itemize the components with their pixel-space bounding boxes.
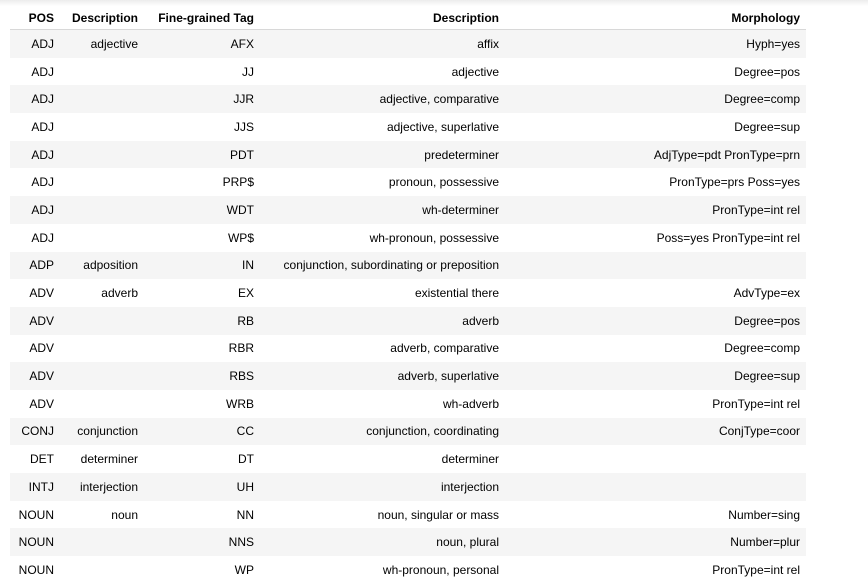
cell-morphology: AdjType=pdt PronType=prn [505, 141, 806, 169]
cell-fine-grained-tag: WP [144, 556, 260, 584]
cell-description [60, 85, 144, 113]
cell-fine-grained-tag: JJS [144, 113, 260, 141]
table-row [10, 307, 806, 335]
cell-fine-grained-tag: NNS [144, 528, 260, 556]
column-header-tag-description: Description [260, 6, 505, 30]
column-header-pos: POS [10, 6, 60, 30]
cell-morphology [505, 473, 806, 501]
cell-pos: INTJ [10, 473, 60, 501]
cell-pos: ADV [10, 279, 60, 307]
cell-description: interjection [60, 473, 144, 501]
cell-description [60, 528, 144, 556]
cell-description [60, 390, 144, 418]
cell-tag-description: adjective, comparative [260, 85, 505, 113]
table-row [10, 501, 806, 529]
cell-morphology: Degree=sup [505, 113, 806, 141]
cell-tag-description: predeterminer [260, 141, 505, 169]
cell-pos: ADJ [10, 30, 60, 58]
cell-pos: ADJ [10, 224, 60, 252]
table-row [10, 196, 806, 224]
cell-pos: ADV [10, 362, 60, 390]
cell-fine-grained-tag: DT [144, 445, 260, 473]
column-header-morphology: Morphology [505, 6, 806, 30]
table-row [10, 141, 806, 169]
cell-morphology: Hyph=yes [505, 30, 806, 58]
cell-description [60, 335, 144, 363]
cell-tag-description: adverb, comparative [260, 335, 505, 363]
cell-morphology: Number=sing [505, 501, 806, 529]
cell-fine-grained-tag: RBR [144, 335, 260, 363]
cell-description [60, 113, 144, 141]
cell-pos: ADJ [10, 58, 60, 86]
cell-fine-grained-tag: JJ [144, 58, 260, 86]
cell-pos: ADJ [10, 141, 60, 169]
cell-description: adposition [60, 252, 144, 280]
table-row [10, 556, 806, 584]
cell-morphology: PronType=prs Poss=yes [505, 168, 806, 196]
cell-tag-description: adverb [260, 307, 505, 335]
cell-morphology: Degree=comp [505, 85, 806, 113]
cell-tag-description: conjunction, subordinating or preposition [260, 252, 505, 280]
cell-pos: DET [10, 445, 60, 473]
table-row [10, 445, 806, 473]
cell-description [60, 196, 144, 224]
cell-description [60, 58, 144, 86]
cell-morphology: Poss=yes PronType=int rel [505, 224, 806, 252]
cell-tag-description: wh-determiner [260, 196, 505, 224]
pos-tag-table [10, 6, 806, 584]
cell-morphology: PronType=int rel [505, 556, 806, 584]
cell-description: adjective [60, 30, 144, 58]
cell-fine-grained-tag: PRP$ [144, 168, 260, 196]
cell-morphology: PronType=int rel [505, 196, 806, 224]
table-row [10, 362, 806, 390]
cell-tag-description: adverb, superlative [260, 362, 505, 390]
column-header-description: Description [60, 6, 144, 30]
cell-morphology: Degree=pos [505, 307, 806, 335]
cell-description [60, 556, 144, 584]
cell-description: adverb [60, 279, 144, 307]
cell-pos: ADJ [10, 113, 60, 141]
cell-pos: ADV [10, 307, 60, 335]
cell-pos: NOUN [10, 528, 60, 556]
cell-tag-description: noun, plural [260, 528, 505, 556]
table-row [10, 279, 806, 307]
cell-tag-description: interjection [260, 473, 505, 501]
cell-description [60, 168, 144, 196]
table-row [10, 390, 806, 418]
cell-fine-grained-tag: JJR [144, 85, 260, 113]
cell-morphology: Degree=pos [505, 58, 806, 86]
cell-morphology: ConjType=coor [505, 418, 806, 446]
cell-fine-grained-tag: AFX [144, 30, 260, 58]
cell-morphology: Degree=comp [505, 335, 806, 363]
table-row [10, 58, 806, 86]
cell-morphology: AdvType=ex [505, 279, 806, 307]
cell-fine-grained-tag: IN [144, 252, 260, 280]
cell-fine-grained-tag: EX [144, 279, 260, 307]
cell-pos: ADP [10, 252, 60, 280]
cell-tag-description: wh-adverb [260, 390, 505, 418]
column-header-fine-grained-tag: Fine-grained Tag [144, 6, 260, 30]
cell-tag-description: adjective [260, 58, 505, 86]
cell-fine-grained-tag: PDT [144, 141, 260, 169]
table-row [10, 85, 806, 113]
table-row [10, 418, 806, 446]
cell-pos: ADJ [10, 85, 60, 113]
cell-description [60, 362, 144, 390]
cell-fine-grained-tag: WRB [144, 390, 260, 418]
cell-tag-description: pronoun, possessive [260, 168, 505, 196]
cell-pos: NOUN [10, 501, 60, 529]
cell-fine-grained-tag: WDT [144, 196, 260, 224]
cell-pos: CONJ [10, 418, 60, 446]
table-row [10, 168, 806, 196]
cell-tag-description: adjective, superlative [260, 113, 505, 141]
cell-description: noun [60, 501, 144, 529]
cell-tag-description: noun, singular or mass [260, 501, 505, 529]
cell-morphology [505, 445, 806, 473]
cell-fine-grained-tag: WP$ [144, 224, 260, 252]
cell-morphology: PronType=int rel [505, 390, 806, 418]
cell-pos: ADJ [10, 168, 60, 196]
cell-fine-grained-tag: RB [144, 307, 260, 335]
cell-description: determiner [60, 445, 144, 473]
cell-fine-grained-tag: CC [144, 418, 260, 446]
table-row [10, 528, 806, 556]
cell-morphology: Number=plur [505, 528, 806, 556]
cell-tag-description: conjunction, coordinating [260, 418, 505, 446]
cell-fine-grained-tag: UH [144, 473, 260, 501]
cell-pos: ADV [10, 335, 60, 363]
cell-tag-description: wh-pronoun, possessive [260, 224, 505, 252]
cell-morphology [505, 252, 806, 280]
cell-tag-description: determiner [260, 445, 505, 473]
cell-tag-description: wh-pronoun, personal [260, 556, 505, 584]
table-row [10, 113, 806, 141]
cell-description [60, 307, 144, 335]
cell-pos: ADJ [10, 196, 60, 224]
table-row [10, 473, 806, 501]
cell-fine-grained-tag: RBS [144, 362, 260, 390]
cell-description [60, 224, 144, 252]
cell-fine-grained-tag: NN [144, 501, 260, 529]
cell-tag-description: existential there [260, 279, 505, 307]
cell-morphology: Degree=sup [505, 362, 806, 390]
table-row [10, 335, 806, 363]
table-row [10, 30, 806, 58]
cell-tag-description: affix [260, 30, 505, 58]
cell-pos: NOUN [10, 556, 60, 584]
table-row [10, 252, 806, 280]
cell-description [60, 141, 144, 169]
cell-pos: ADV [10, 390, 60, 418]
cell-description: conjunction [60, 418, 144, 446]
table-row [10, 224, 806, 252]
header-row [10, 6, 806, 30]
